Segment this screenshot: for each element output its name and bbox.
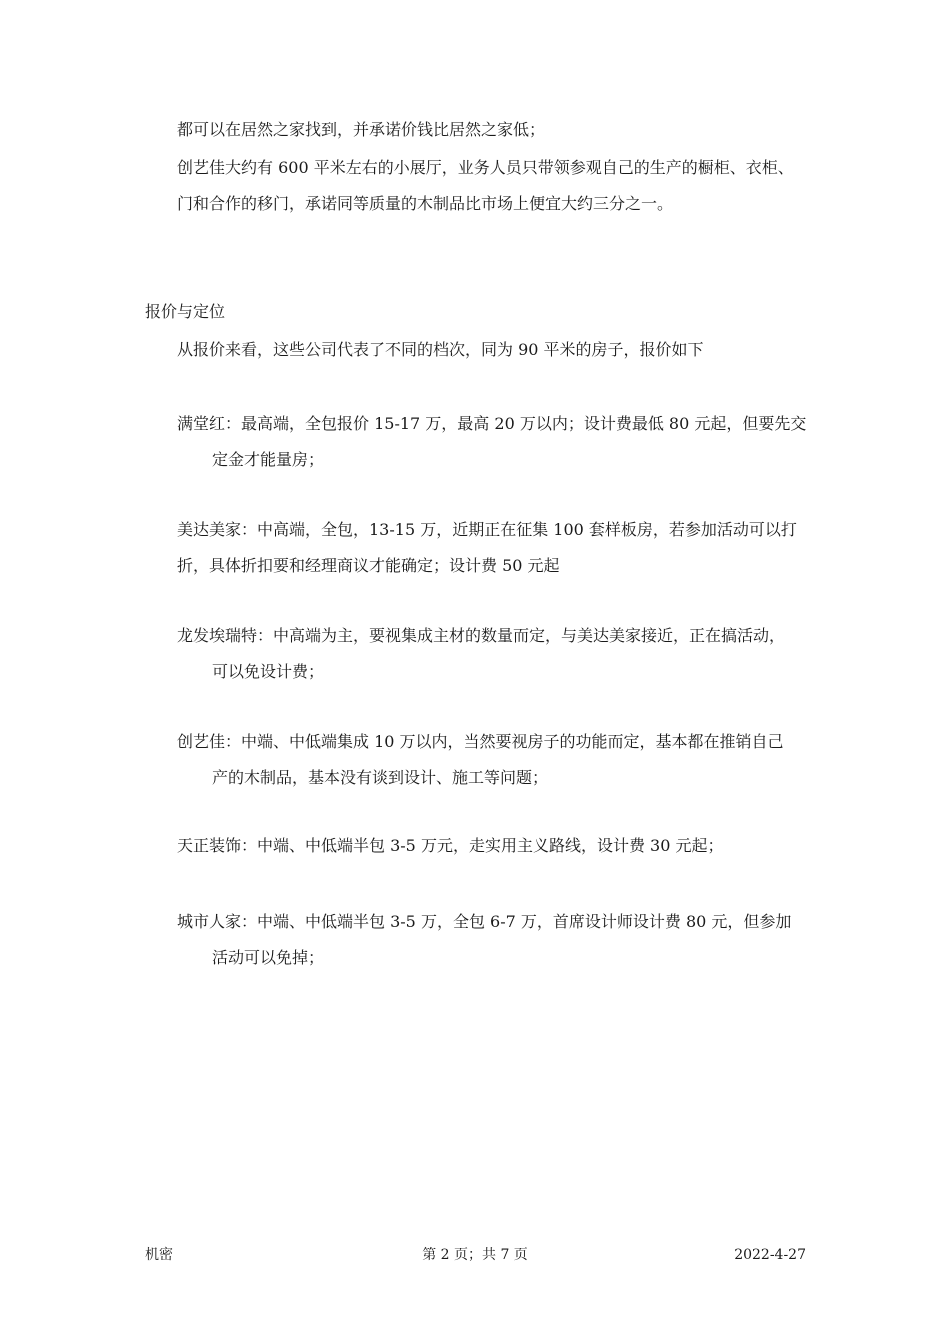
entry-line-1: 城市人家：中端、中低端半包 3-5 万，全包 6-7 万，首席设计师设计费 80 元，但参加 xyxy=(177,912,792,931)
footer-confidential: 机密 xyxy=(145,1247,173,1263)
entry-line-1: 创艺佳：中端、中低端集成 10 万以内，当然要视房子的功能而定，基本都在推销自己 xyxy=(177,732,784,751)
intro-line-1 xyxy=(177,112,817,148)
entry-line-2: 活动可以免掉； xyxy=(212,948,325,967)
entry-meidameijia xyxy=(177,512,817,584)
entry-line-2: 产的木制品，基本没有谈到设计、施工等问题； xyxy=(212,768,549,787)
entry-line-2: 定金才能量房； xyxy=(212,450,325,469)
intro-line-1-text: 都可以在居然之家找到，并承诺价钱比居然之家低； xyxy=(177,120,546,139)
intro-paragraph-2 xyxy=(177,150,817,222)
entry-line-2: 折，具体折扣要和经理商议才能确定；设计费 50 元起 xyxy=(177,556,560,575)
intro-paragraph-2-line-2: 门和合作的移门，承诺同等质量的木制品比市场上便宜大约三分之一。 xyxy=(177,194,674,213)
section-lead: 从报价来看，这些公司代表了不同的档次，同为 90 平米的房子，报价如下 xyxy=(177,340,704,359)
entry-mantanghong xyxy=(177,406,817,478)
entry-line-1: 美达美家：中高端，全包，13-15 万，近期正在征集 100 套样板房，若参加活动可以打 xyxy=(177,520,797,539)
entry-chengshirenjia xyxy=(177,904,817,976)
entry-line-1: 龙发埃瑞特：中高端为主，要视集成主材的数量而定，与美达美家接近，正在搞活动， xyxy=(177,626,786,645)
entry-line-1: 天正装饰：中端、中低端半包 3-5 万元，走实用主义路线，设计费 30 元起； xyxy=(177,836,724,855)
entry-line-1: 满堂红：最高端，全包报价 15-17 万，最高 20 万以内；设计费最低 80 元起，但要先交 xyxy=(177,414,807,433)
entry-chuangyijia xyxy=(177,724,817,796)
entry-tianzheng xyxy=(177,828,817,864)
footer-date: 2022-4-27 xyxy=(734,1247,806,1263)
section-heading: 报价与定位 xyxy=(145,302,226,321)
entry-line-2: 可以免设计费； xyxy=(212,662,325,681)
intro-paragraph-2-line-1: 创艺佳大约有 600 平米左右的小展厅，业务人员只带领参观自己的生产的橱柜、衣柜、 xyxy=(177,158,794,177)
footer-page-number: 第 2 页；共 7 页 xyxy=(422,1247,528,1263)
entry-longfa xyxy=(177,618,817,690)
